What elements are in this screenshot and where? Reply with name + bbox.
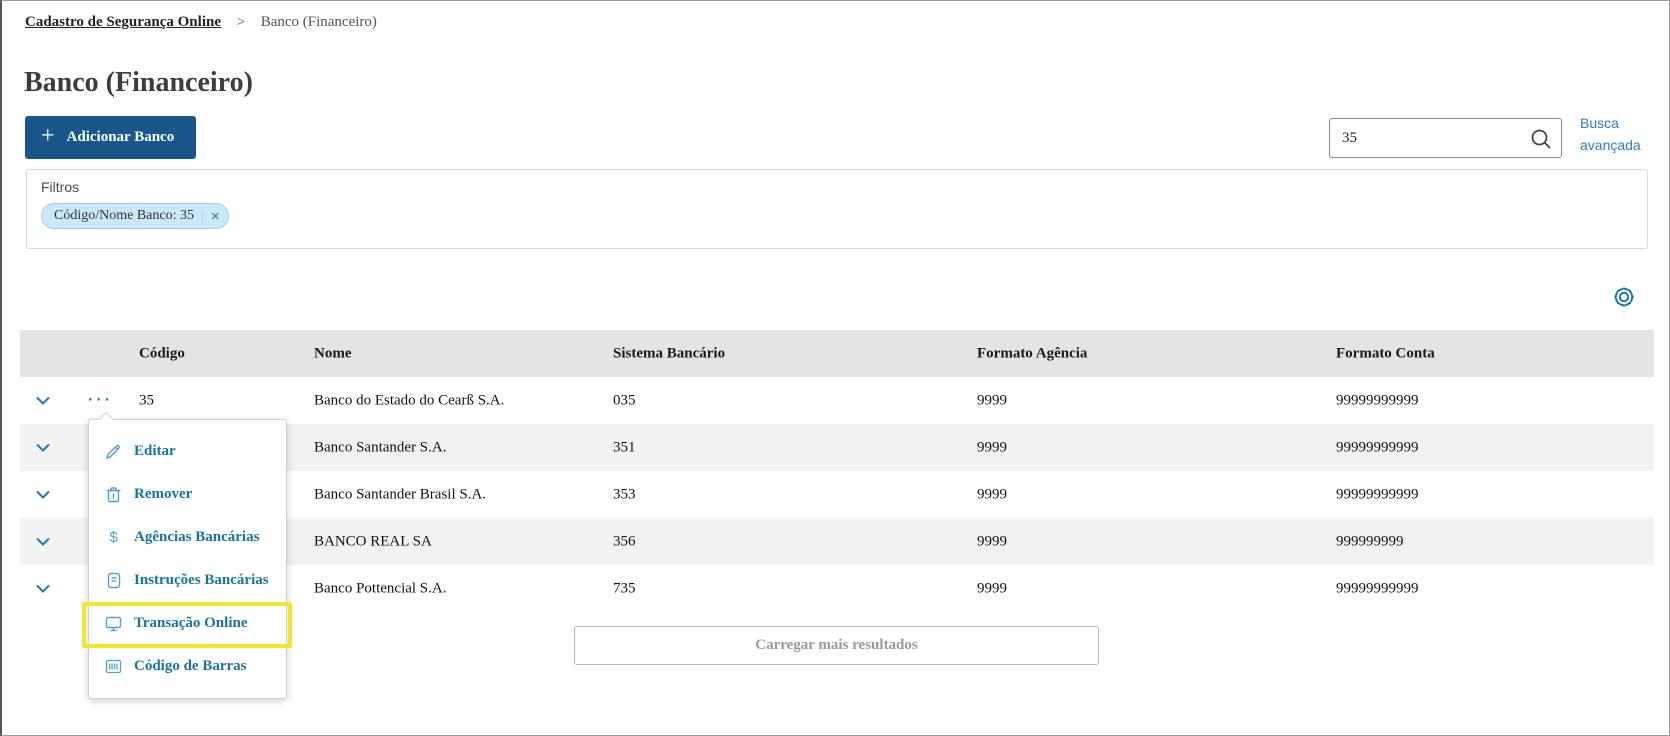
- menu-item-label: Editar: [134, 443, 176, 459]
- cell-sistema: 351: [613, 439, 636, 455]
- row-expand-button[interactable]: [35, 440, 51, 455]
- row-expand-button[interactable]: [35, 581, 51, 596]
- menu-item-transacao-online[interactable]: [89, 602, 286, 645]
- search-box: [1329, 118, 1562, 158]
- column-header-conta: Formato Conta: [1336, 345, 1435, 361]
- menu-item-label: Instruções Bancárias: [134, 572, 269, 588]
- filters-label: Filtros: [41, 179, 80, 195]
- cell-sistema: 356: [613, 533, 636, 549]
- document-icon: [104, 572, 123, 589]
- advanced-search-link[interactable]: Busca avançada: [1580, 115, 1641, 153]
- cell-agencia: 9999: [977, 392, 1007, 408]
- add-bank-button-label: Adicionar Banco: [66, 129, 175, 145]
- cell-conta: 99999999999: [1336, 439, 1419, 455]
- breadcrumb-separator-icon: >: [236, 13, 245, 29]
- row-expand-button[interactable]: [35, 393, 51, 408]
- menu-item-codigo-de-barras[interactable]: [89, 645, 286, 688]
- cell-agencia: 9999: [977, 533, 1007, 549]
- cell-sistema: 353: [613, 486, 636, 502]
- filter-chip-label: Código/Nome Banco: 35: [54, 208, 194, 223]
- column-header-codigo: Código: [139, 345, 185, 361]
- search-icon[interactable]: [1529, 127, 1553, 156]
- column-header-sistema: Sistema Bancário: [613, 345, 726, 361]
- menu-item-editar[interactable]: [89, 430, 286, 473]
- table-header-row: [20, 330, 1654, 377]
- cell-agencia: 9999: [977, 580, 1007, 596]
- cell-conta: 999999999: [1336, 533, 1404, 549]
- breadcrumb-link-cadastro[interactable]: Cadastro de Segurança Online: [25, 14, 221, 30]
- table-row: [20, 377, 1654, 424]
- cell-nome: Banco do Estado do Cearß S.A.: [314, 392, 505, 408]
- row-actions-button[interactable]: ···: [88, 391, 113, 408]
- chevron-down-icon: [35, 442, 51, 452]
- cell-agencia: 9999: [977, 439, 1007, 455]
- page-title: Banco (Financeiro): [24, 67, 253, 98]
- chevron-down-icon: [35, 536, 51, 546]
- breadcrumb: [25, 13, 377, 31]
- cell-nome: Banco Pottencial S.A.: [314, 580, 447, 596]
- row-expand-button[interactable]: [35, 487, 51, 502]
- cell-codigo: 35: [139, 392, 154, 408]
- chevron-down-icon: [35, 395, 51, 405]
- cell-conta: 99999999999: [1336, 580, 1419, 596]
- cell-nome: Banco Santander Brasil S.A.: [314, 486, 487, 502]
- column-header-nome: Nome: [314, 345, 352, 361]
- filter-panel: [26, 169, 1648, 249]
- search-input[interactable]: [1330, 119, 1520, 157]
- cell-nome: Banco Santander S.A.: [314, 439, 447, 455]
- filter-chip: [41, 203, 229, 229]
- cell-nome: BANCO REAL SA: [314, 533, 432, 549]
- cell-sistema: 035: [613, 392, 636, 408]
- column-header-agencia: Formato Agência: [977, 345, 1088, 361]
- menu-item-agencias-bancarias[interactable]: [89, 516, 286, 559]
- load-more-button[interactable]: Carregar mais resultados: [574, 626, 1099, 665]
- chevron-down-icon: [35, 583, 51, 593]
- chevron-down-icon: [35, 489, 51, 499]
- monitor-icon: [104, 616, 123, 632]
- cell-sistema: 735: [613, 580, 636, 596]
- trash-icon: [104, 486, 123, 503]
- cell-conta: 99999999999: [1336, 486, 1419, 502]
- table-settings-button[interactable]: [1610, 284, 1638, 312]
- menu-item-remover[interactable]: [89, 473, 286, 516]
- row-actions-menu: [88, 419, 287, 699]
- dollar-icon: $: [109, 529, 118, 546]
- cell-conta: 99999999999: [1336, 392, 1419, 408]
- barcode-icon: [104, 659, 123, 674]
- pencil-icon: [104, 443, 123, 460]
- gear-icon: [1611, 284, 1637, 310]
- menu-item-label: Código de Barras: [134, 658, 247, 674]
- menu-item-label: Agências Bancárias: [134, 529, 260, 545]
- menu-item-label: Transação Online: [134, 615, 248, 631]
- chip-close-icon[interactable]: ×: [202, 209, 220, 224]
- add-bank-button[interactable]: [25, 116, 196, 159]
- plus-icon: +: [41, 123, 55, 149]
- menu-item-instrucoes-bancarias[interactable]: [89, 559, 286, 602]
- row-expand-button[interactable]: [35, 534, 51, 549]
- menu-item-label: Remover: [134, 486, 193, 502]
- breadcrumb-current: Banco (Financeiro): [260, 14, 377, 30]
- cell-agencia: 9999: [977, 486, 1007, 502]
